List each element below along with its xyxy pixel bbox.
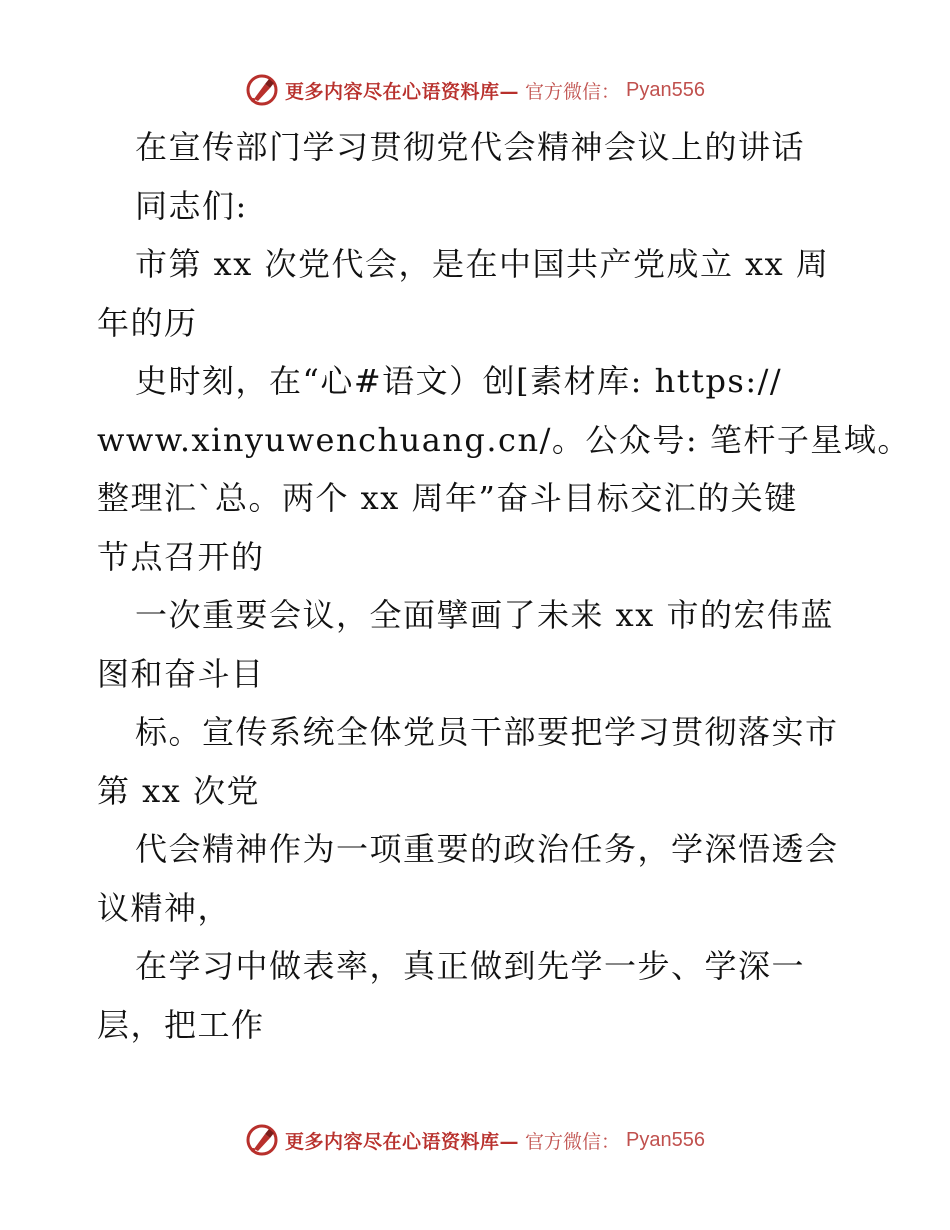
banner-text: 更多内容尽在心语资料库— — [285, 1130, 520, 1153]
document-title: 在宣传部门学习贯彻党代会精神会议上的讲话 — [135, 128, 806, 166]
text-line: 年的历 — [97, 303, 198, 342]
banner-wechat-id: Pyan556 — [626, 78, 705, 101]
text-line: 市第 xx 次党代会，是在中国共产党成立 xx 周 — [135, 245, 830, 283]
greeting-line: 同志们: — [135, 186, 248, 225]
footer-banner — [0, 1120, 950, 1160]
text-line: 议精神， — [97, 888, 232, 927]
text-line: 第 xx 次党 — [97, 771, 260, 810]
pen-logo-icon — [245, 73, 279, 107]
text-line: www.xinyuwenchuang.cn/。公众号: 笔杆子星域。 — [97, 420, 911, 459]
text-line: 节点召开的 — [97, 537, 265, 576]
banner-wechat-id: Pyan556 — [626, 1128, 705, 1151]
banner-wechat-label: 官方微信： — [525, 80, 621, 103]
banner-wechat-label: 官方微信： — [525, 1130, 621, 1153]
document-body — [97, 118, 911, 1054]
text-line: 整理汇`总。两个 xx 周年”奋斗目标交汇的关键 — [97, 479, 798, 517]
banner-text: 更多内容尽在心语资料库— — [285, 80, 520, 103]
text-line: 层，把工作 — [97, 1005, 265, 1044]
text-line: 在学习中做表率，真正做到先学一步、学深一 — [135, 947, 806, 985]
header-banner — [0, 70, 950, 110]
text-line: 标。宣传系统全体党员干部要把学习贯彻落实市 — [135, 713, 839, 751]
text-line: 史时刻，在“心#语文）创[素材库: https:// — [135, 362, 783, 400]
pen-logo-icon — [245, 1123, 279, 1157]
text-line: 图和奋斗目 — [97, 654, 265, 693]
text-line: 代会精神作为一项重要的政治任务，学深悟透会 — [135, 830, 839, 868]
text-line: 一次重要会议，全面擘画了未来 xx 市的宏伟蓝 — [135, 596, 834, 634]
